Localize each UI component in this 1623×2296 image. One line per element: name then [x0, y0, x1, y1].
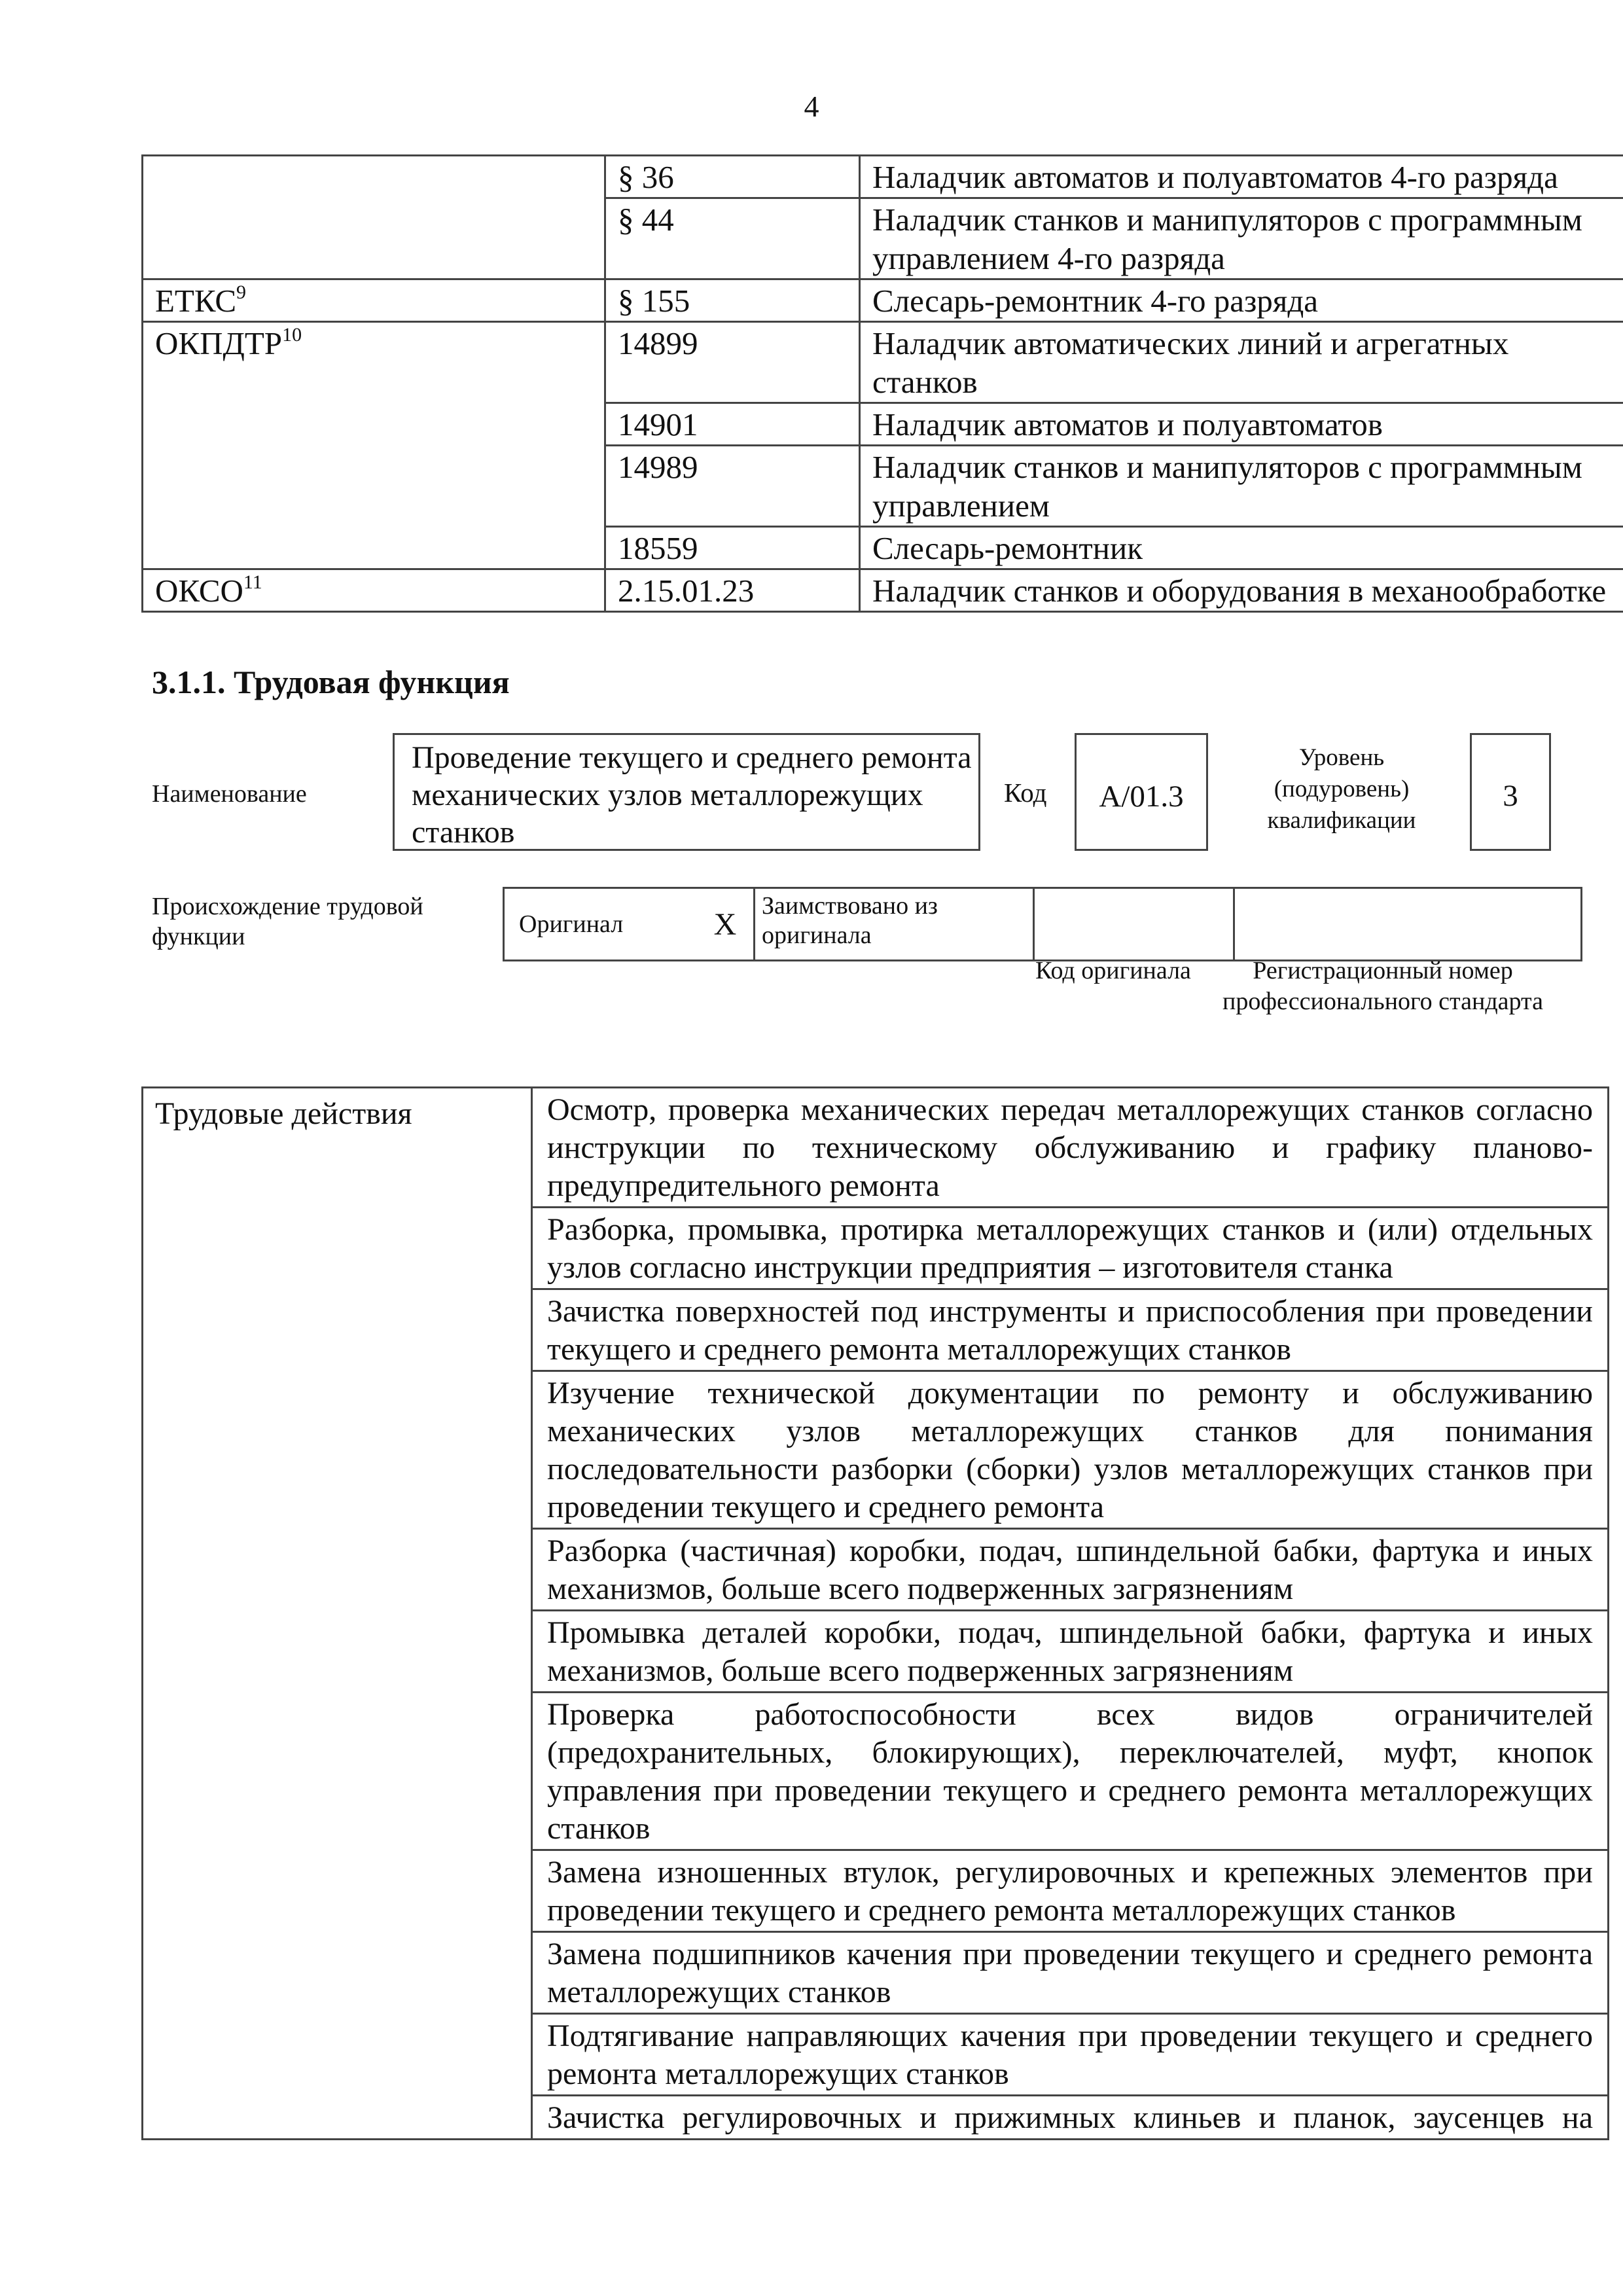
table-row: [143, 156, 1623, 198]
group-label: ЕТКС: [155, 283, 237, 319]
code-cell: 2.15.01.23: [605, 569, 860, 612]
footnote-ref: 11: [243, 571, 262, 593]
table-row: [143, 446, 1623, 527]
origin-label: Происхождение трудовой функции: [152, 893, 423, 950]
group-cell: [143, 527, 605, 569]
section-heading: 3.1.1. Трудовая функция: [152, 664, 510, 700]
code-cell: 14901: [605, 403, 860, 446]
action-cell: Изучение технической документации по ремонту и обслуживанию механических узлов металлорежущих станков для понимания последовательности разборки (сборки) узлов металлорежущих станков при проведении текущего и среднего ремонта: [532, 1371, 1609, 1529]
action-cell: Зачистка регулировочных и прижимных клиньев и планок, заусенцев на: [532, 2096, 1609, 2140]
qualification-level-box: 3: [1470, 733, 1551, 851]
action-cell: Разборка (частичная) коробки, подач, шпиндельной бабки, фартука и иных механизмов, больше всего подверженных загрязнениям: [532, 1529, 1609, 1611]
name-cell: Наладчик автоматических линий и агрегатных станков: [860, 322, 1623, 403]
original-mark-cell: X: [697, 888, 755, 961]
table-row: [143, 1088, 1609, 1208]
name-label: Наименование: [152, 780, 307, 808]
name-cell: Слесарь-ремонтник: [860, 527, 1623, 569]
table-row: [504, 888, 1582, 961]
function-name-box: Проведение текущего и среднего ремонта механических узлов металлорежущих станков: [393, 733, 980, 851]
table-row: [143, 403, 1623, 446]
action-cell: Промывка деталей коробки, подач, шпиндельной бабки, фартука и иных механизмов, больше всего подверженных загрязнениям: [532, 1611, 1609, 1693]
action-cell: Замена изношенных втулок, регулировочных и крепежных элементов при проведении текущего и среднего ремонта металлорежущих станков: [532, 1850, 1609, 1932]
name-cell: Наладчик автоматов и полуавтоматов: [860, 403, 1623, 446]
footnote-ref: 10: [282, 324, 302, 346]
actions-label-cell: Трудовые действия: [143, 1088, 532, 2140]
group-cell: [143, 403, 605, 446]
group-cell: [143, 279, 605, 322]
origin-table: [503, 887, 1582, 961]
name-cell: Наладчик станков и манипуляторов с программным управлением: [860, 446, 1623, 527]
table-row: [143, 527, 1623, 569]
original-label-cell: Оригинал: [504, 888, 698, 961]
action-cell: Зачистка поверхностей под инструменты и приспособления при проведении текущего и среднего ремонта металлорежущих станков: [532, 1289, 1609, 1371]
group-cell: [143, 156, 605, 198]
group-cell: [143, 322, 605, 403]
reg-number-caption: Регистрационный номер профессионального стандарта: [1222, 957, 1543, 1015]
code-cell: § 36: [605, 156, 860, 198]
action-cell: Осмотр, проверка механических передач металлорежущих станков согласно инструкции по техническому обслуживанию и графику планово-предупредительного ремонта: [532, 1088, 1609, 1208]
function-code-box: А/01.3: [1075, 733, 1208, 851]
qualification-level-label: Уровень (подуровень) квалификации: [1267, 744, 1416, 834]
group-cell: [143, 446, 605, 527]
code-cell: § 44: [605, 198, 860, 279]
footnote-ref: 9: [236, 281, 247, 303]
borrowed-label-cell: Заимствовано из оригинала: [755, 888, 1034, 961]
table-row: [143, 322, 1623, 403]
action-cell: Замена подшипников качения при проведении текущего и среднего ремонта металлорежущих станков: [532, 1932, 1609, 2014]
action-cell: Проверка работоспособности всех видов ограничителей (предохранительных, блокирующих), переключателей, муфт, кнопок управления при проведении текущего и среднего ремонта металлорежущих станков: [532, 1693, 1609, 1850]
name-cell: Слесарь-ремонтник 4-го разряда: [860, 279, 1623, 322]
code-cell: 14989: [605, 446, 860, 527]
name-cell: Наладчик станков и манипуляторов с программным управлением 4-го разряда: [860, 198, 1623, 279]
table-row: [143, 569, 1623, 612]
name-cell: Наладчик станков и оборудования в механообработке: [860, 569, 1623, 612]
group-cell: [143, 198, 605, 279]
group-label: ОКПДТР: [155, 325, 283, 361]
classification-table: [141, 154, 1623, 613]
group-label: ОКСО: [155, 573, 243, 609]
code-cell: 14899: [605, 322, 860, 403]
original-code-caption: Код оригинала: [1035, 957, 1191, 984]
reg-number-cell: [1234, 888, 1582, 961]
table-row: [143, 279, 1623, 322]
code-cell: § 155: [605, 279, 860, 322]
original-code-cell: [1034, 888, 1234, 961]
labor-actions-table: [141, 1086, 1609, 2140]
code-cell: 18559: [605, 527, 860, 569]
action-cell: Разборка, промывка, протирка металлорежущих станков и (или) отдельных узлов согласно инструкции предприятия – изготовителя станка: [532, 1208, 1609, 1289]
code-label: Код: [1004, 778, 1047, 808]
name-cell: Наладчик автоматов и полуавтоматов 4-го разряда: [860, 156, 1623, 198]
action-cell: Подтягивание направляющих качения при проведении текущего и среднего ремонта металлорежущих станков: [532, 2014, 1609, 2096]
group-cell: [143, 569, 605, 612]
page-number: 4: [804, 90, 819, 123]
table-row: [143, 198, 1623, 279]
